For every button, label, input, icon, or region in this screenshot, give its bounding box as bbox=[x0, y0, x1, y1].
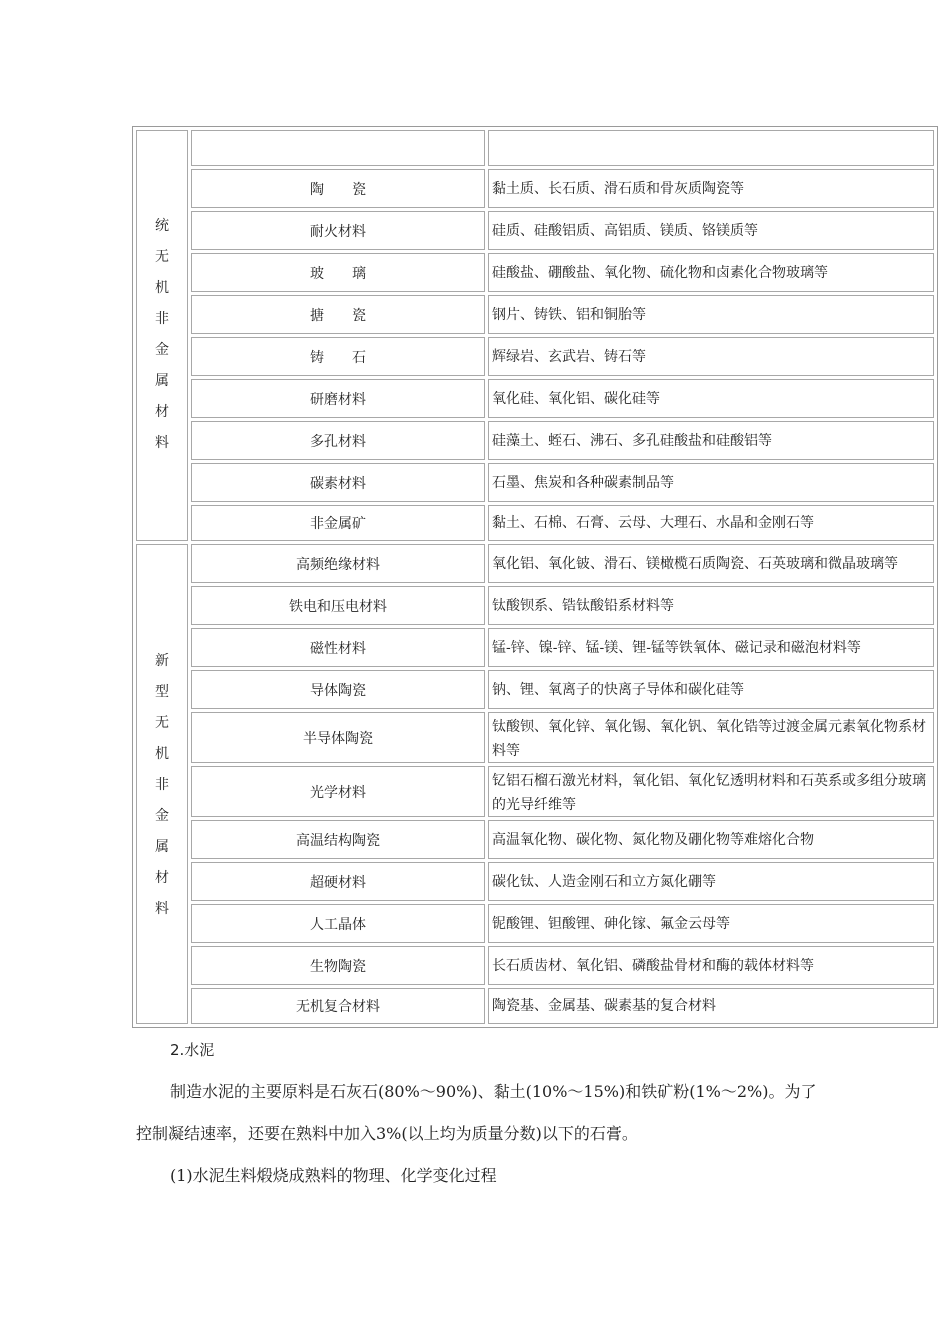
row-desc: 锰-锌、镍-锌、锰-镁、锂-锰等铁氧体、磁记录和磁泡材料等 bbox=[488, 628, 934, 667]
row-desc: 钢片、铸铁、铝和铜胎等 bbox=[488, 295, 934, 334]
group-label-char: 机 bbox=[155, 746, 169, 762]
row-desc: 黏土质、长石质、滑石质和骨灰质陶瓷等 bbox=[488, 169, 934, 208]
group-label-char: 属 bbox=[155, 839, 169, 855]
row-desc: 辉绿岩、玄武岩、铸石等 bbox=[488, 337, 934, 376]
row-name: 非金属矿 bbox=[191, 505, 485, 541]
row-desc: 氧化硅、氧化铝、碳化硅等 bbox=[488, 379, 934, 418]
row-name bbox=[191, 130, 485, 166]
group-label-char: 料 bbox=[155, 901, 169, 917]
row-name: 碳素材料 bbox=[191, 463, 485, 502]
group-label-char: 新 bbox=[155, 653, 169, 669]
row-desc: 硅质、硅酸铝质、高铝质、镁质、铬镁质等 bbox=[488, 211, 934, 250]
row-desc: 硅酸盐、硼酸盐、氧化物、硫化物和卤素化合物玻璃等 bbox=[488, 253, 934, 292]
row-desc bbox=[488, 130, 934, 166]
group-label-char: 金 bbox=[155, 808, 169, 824]
row-name: 磁性材料 bbox=[191, 628, 485, 667]
row-name: 铸 石 bbox=[191, 337, 485, 376]
row-name: 光学材料 bbox=[191, 766, 485, 817]
group-label-char: 机 bbox=[155, 280, 169, 296]
group-label-char: 非 bbox=[155, 777, 169, 793]
row-name: 人工晶体 bbox=[191, 904, 485, 943]
row-name: 超硬材料 bbox=[191, 862, 485, 901]
row-desc: 碳化钛、人造金刚石和立方氮化硼等 bbox=[488, 862, 934, 901]
group-label-char: 非 bbox=[155, 311, 169, 327]
row-name: 铁电和压电材料 bbox=[191, 586, 485, 625]
group-label-char: 无 bbox=[155, 249, 169, 265]
group-label-char: 料 bbox=[155, 435, 169, 451]
row-desc: 高温氧化物、碳化物、氮化物及硼化物等难熔化合物 bbox=[488, 820, 934, 859]
group-label-char: 型 bbox=[155, 684, 169, 700]
row-name: 搪 瓷 bbox=[191, 295, 485, 334]
row-desc: 黏土、石棉、石膏、云母、大理石、水晶和金刚石等 bbox=[488, 505, 934, 541]
row-desc: 钇铝石榴石激光材料，氧化铝、氧化钇透明材料和石英系或多组分玻璃的光导纤维等 bbox=[488, 766, 934, 817]
paragraph-line: 控制凝结速率，还要在熟料中加入3%(以上均为质量分数)以下的石膏。 bbox=[136, 1124, 638, 1143]
row-name: 耐火材料 bbox=[191, 211, 485, 250]
paragraph-line: (1)水泥生料煅烧成熟料的物理、化学变化过程 bbox=[170, 1166, 497, 1185]
row-desc: 钠、锂、氧离子的快离子导体和碳化硅等 bbox=[488, 670, 934, 709]
row-name: 无机复合材料 bbox=[191, 988, 485, 1024]
group-label-new bbox=[136, 646, 188, 925]
group-label-traditional bbox=[136, 211, 188, 459]
row-desc: 铌酸锂、钽酸锂、砷化镓、氟金云母等 bbox=[488, 904, 934, 943]
group-label-char: 统 bbox=[155, 218, 169, 234]
paragraph-line: 制造水泥的主要原料是石灰石(80%～90%)、黏土(10%～15%)和铁矿粉(1%～2%)。为了 bbox=[170, 1082, 817, 1101]
row-desc: 陶瓷基、金属基、碳素基的复合材料 bbox=[488, 988, 934, 1024]
row-name: 多孔材料 bbox=[191, 421, 485, 460]
row-desc: 钛酸钡系、锆钛酸铅系材料等 bbox=[488, 586, 934, 625]
group-label-char: 金 bbox=[155, 342, 169, 358]
row-desc: 硅藻土、蛭石、沸石、多孔硅酸盐和硅酸铝等 bbox=[488, 421, 934, 460]
row-name: 导体陶瓷 bbox=[191, 670, 485, 709]
group-label-char: 无 bbox=[155, 715, 169, 731]
row-name: 高频绝缘材料 bbox=[191, 544, 485, 583]
row-name: 高温结构陶瓷 bbox=[191, 820, 485, 859]
row-desc: 长石质齿材、氧化铝、磷酸盐骨材和酶的载体材料等 bbox=[488, 946, 934, 985]
group-label-char: 材 bbox=[155, 870, 169, 886]
row-name: 生物陶瓷 bbox=[191, 946, 485, 985]
row-name: 半导体陶瓷 bbox=[191, 712, 485, 763]
group-label-char: 属 bbox=[155, 373, 169, 389]
row-desc: 氧化铝、氧化铍、滑石、镁橄榄石质陶瓷、石英玻璃和微晶玻璃等 bbox=[488, 544, 934, 583]
section-heading: 2.水泥 bbox=[170, 1041, 215, 1059]
row-name: 陶 瓷 bbox=[191, 169, 485, 208]
row-name: 研磨材料 bbox=[191, 379, 485, 418]
row-name: 玻 璃 bbox=[191, 253, 485, 292]
group-label-char: 材 bbox=[155, 404, 169, 420]
row-desc: 钛酸钡、氧化锌、氧化锡、氧化钒、氧化锆等过渡金属元素氧化物系材料等 bbox=[488, 712, 934, 763]
row-desc: 石墨、焦炭和各种碳素制品等 bbox=[488, 463, 934, 502]
